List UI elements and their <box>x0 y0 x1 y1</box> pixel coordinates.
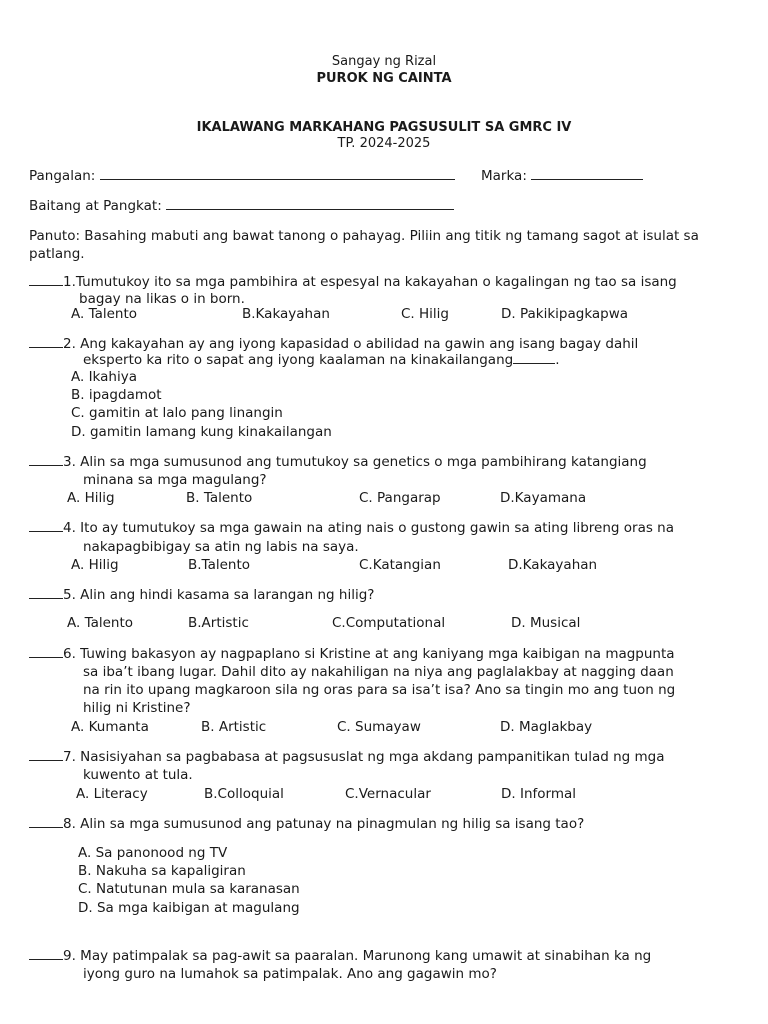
answer-blank-1[interactable] <box>29 273 63 286</box>
exam-title: IKALAWANG MARKAHANG PAGSUSULIT SA GMRC IV <box>196 120 572 135</box>
q2-inline-blank[interactable] <box>513 351 555 364</box>
q4-option-c: C.Katangian <box>359 557 441 573</box>
question-1: 1.Tumutukoy ito sa mga pambihira at espesyal na kakayahan o kagalingan ng tao sa isang <box>29 273 677 290</box>
question-6-line-4: hilig ni Kristine? <box>83 700 191 716</box>
answer-blank-2[interactable] <box>29 335 63 348</box>
question-1-line-2: bagay na likas o in born. <box>79 291 245 307</box>
question-9-line-2: iyong guro na lumahok sa patimpalak. Ano ang gagawin mo? <box>83 966 497 982</box>
question-4-line-2: nakapagbibigay sa atin ng labis na saya. <box>83 539 359 555</box>
q1-option-c: C. Hilig <box>401 306 449 322</box>
instructions: Panuto: Basahing mabuti ang bawat tanong o pahayag. Piliin ang titik ng tamang sagot at isulat sa patlang. <box>29 228 699 262</box>
q1-option-d: D. Pakikipagkapwa <box>501 306 629 322</box>
q2-option-d: D. gamitin lamang kung kinakailangan <box>71 424 332 440</box>
q8-option-a: A. Sa panonood ng TV <box>78 845 228 861</box>
q4-option-a: A. Hilig <box>71 557 119 573</box>
q2-option-b: B. ipagdamot <box>71 387 162 403</box>
question-2-line-2: eksperto ka rito o sapat ang iyong kaalaman na kinakailangang . <box>83 352 560 368</box>
question-6-line-2: sa iba’t ibang lugar. Dahil dito ay nakahiligan na niya ang paglalakbay at nagging daan <box>83 664 674 680</box>
q6-option-a: A. Kumanta <box>71 719 149 735</box>
question-3-line-2: minana sa mga magulang? <box>83 472 267 488</box>
q4-option-d: D.Kakayahan <box>508 557 598 573</box>
grade-section-field[interactable] <box>29 197 454 214</box>
q7-option-c: C.Vernacular <box>345 786 431 802</box>
name-label: Pangalan: <box>29 168 96 184</box>
question-9: 9. May patimpalak sa pag-awit sa paaralan. Marunong kang umawit at sinabihan ka ng <box>29 947 651 964</box>
q2-option-a: A. Ikahiya <box>71 369 137 385</box>
question-6: 6. Tuwing bakasyon ay nagpaplano si Kristine at ang kaniyang mga kaibigan na magpunta <box>29 645 675 662</box>
answer-blank-6[interactable] <box>29 645 63 658</box>
q6-option-d: D. Maglakbay <box>500 719 593 735</box>
q5-option-d: D. Musical <box>511 615 581 631</box>
division-name: Sangay ng Rizal <box>331 54 437 69</box>
question-6-line-3: na rin ito upang magkaroon sila ng oras para sa isa’t isa? Ano sa tingin mo ang tuon ng <box>83 682 676 698</box>
name-field[interactable] <box>29 167 455 184</box>
answer-blank-5[interactable] <box>29 586 63 599</box>
q2-option-c: C. gamitin at lalo pang linangin <box>71 405 283 421</box>
name-blank[interactable] <box>100 167 455 180</box>
q8-option-b: B. Nakuha sa kapaligiran <box>78 863 246 879</box>
score-blank[interactable] <box>531 167 643 180</box>
q6-option-c: C. Sumayaw <box>337 719 421 735</box>
answer-blank-9[interactable] <box>29 947 63 960</box>
q7-option-d: D. Informal <box>501 786 577 802</box>
q3-option-b: B. Talento <box>186 490 253 506</box>
score-label: Marka: <box>481 168 527 184</box>
q5-option-a: A. Talento <box>67 615 134 631</box>
question-4: 4. Ito ay tumutukoy sa mga gawain na ating nais o gustong gawin sa ating libreng oras na <box>29 519 674 536</box>
q5-option-b: B.Artistic <box>188 615 249 631</box>
question-5: 5. Alin ang hindi kasama sa larangan ng hilig? <box>29 586 374 603</box>
q3-option-a: A. Hilig <box>67 490 115 506</box>
question-2: 2. Ang kakayahan ay ang iyong kapasidad o abilidad na gawin ang isang bagay dahil <box>29 335 638 352</box>
answer-blank-4[interactable] <box>29 519 63 532</box>
question-7: 7. Nasisiyahan sa pagbabasa at pagsususlat ng mga akdang pampanitikan tulad ng mga <box>29 748 665 765</box>
q3-option-d: D.Kayamana <box>500 490 587 506</box>
question-7-line-2: kuwento at tula. <box>83 767 193 783</box>
answer-blank-8[interactable] <box>29 815 63 828</box>
q8-option-d: D. Sa mga kaibigan at magulang <box>78 900 300 916</box>
q7-option-b: B.Colloquial <box>204 786 284 802</box>
q5-option-c: C.Computational <box>332 615 446 631</box>
answer-blank-3[interactable] <box>29 453 63 466</box>
q3-option-c: C. Pangarap <box>359 490 441 506</box>
q4-option-b: B.Talento <box>188 557 251 573</box>
school-year: TP. 2024-2025 <box>337 136 431 151</box>
answer-blank-7[interactable] <box>29 748 63 761</box>
score-field[interactable] <box>481 167 643 184</box>
q1-option-a: A. Talento <box>71 306 138 322</box>
grade-section-label: Baitang at Pangkat: <box>29 198 162 214</box>
q1-option-b: B.Kakayahan <box>242 306 330 322</box>
question-8: 8. Alin sa mga sumusunod ang patunay na pinagmulan ng hilig sa isang tao? <box>29 815 584 832</box>
grade-section-blank[interactable] <box>166 197 454 210</box>
q6-option-b: B. Artistic <box>201 719 267 735</box>
district-name: PUROK NG CAINTA <box>316 71 452 86</box>
q8-option-c: C. Natutunan mula sa karanasan <box>78 881 300 897</box>
question-3: 3. Alin sa mga sumusunod ang tumutukoy sa genetics o mga pambihirang katangiang <box>29 453 647 470</box>
q7-option-a: A. Literacy <box>76 786 148 802</box>
